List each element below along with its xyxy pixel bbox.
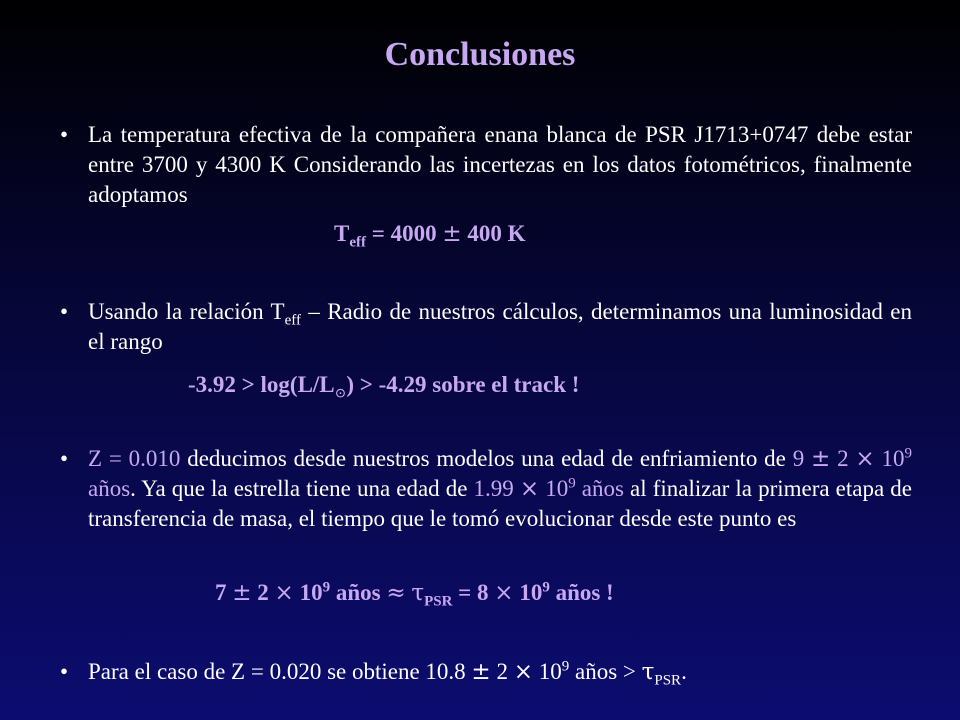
bullet-3 bbox=[60, 444, 912, 534]
bullet-4 bbox=[60, 657, 912, 687]
age-equation: $7 \pm 2 \times 10^9$ años ≈ $\tau_{PSR} = 8 \times 10^9$ años ! bbox=[215, 579, 614, 610]
bullet-2 bbox=[60, 297, 912, 357]
bullet-3-text: Z = 0.010 deducimos desde nuestros modelos una edad de enfriamiento de $9 \pm 2 \times 10^9$ años. Ya que la estrella tiene una edad de $1.99 \times 10^9$ años al finalizar la primera etapa de transferencia de masa, el tiempo que le tomó evolucionar desde este punto es bbox=[88, 445, 912, 531]
teff-equation: $T_{eff} = 4000 \pm 400$ K bbox=[334, 221, 526, 251]
bullet-dot: • bbox=[60, 446, 69, 471]
bullet-dot: • bbox=[60, 299, 69, 324]
bullet-2-text: Usando la relación $T_{eff}$ – Radio de nuestros cálculos, determinamos una luminosidad en el rango bbox=[88, 299, 912, 354]
bullet-dot: • bbox=[60, 659, 69, 684]
slide-title: Conclusiones bbox=[384, 36, 576, 73]
bullet-dot: • bbox=[60, 122, 69, 147]
bullet-1-text: La temperatura efectiva de la compañera enana blanca de PSR J1713+0747 debe estar entre 3700 y 4300 K Considerando las incertezas en los datos fotométricos, finalmente adoptamos bbox=[88, 122, 912, 207]
bullet-1 bbox=[60, 120, 912, 210]
luminosity-equation: $-3.92 > \log(L/L_⊙) > -4.29$ sobre el track ! bbox=[188, 372, 580, 402]
bullet-4-text: Para el caso de Z = 0.020 se obtiene $10.8 \pm 2 \times 10^9$ años > $\tau_{PSR}$. bbox=[88, 658, 687, 689]
